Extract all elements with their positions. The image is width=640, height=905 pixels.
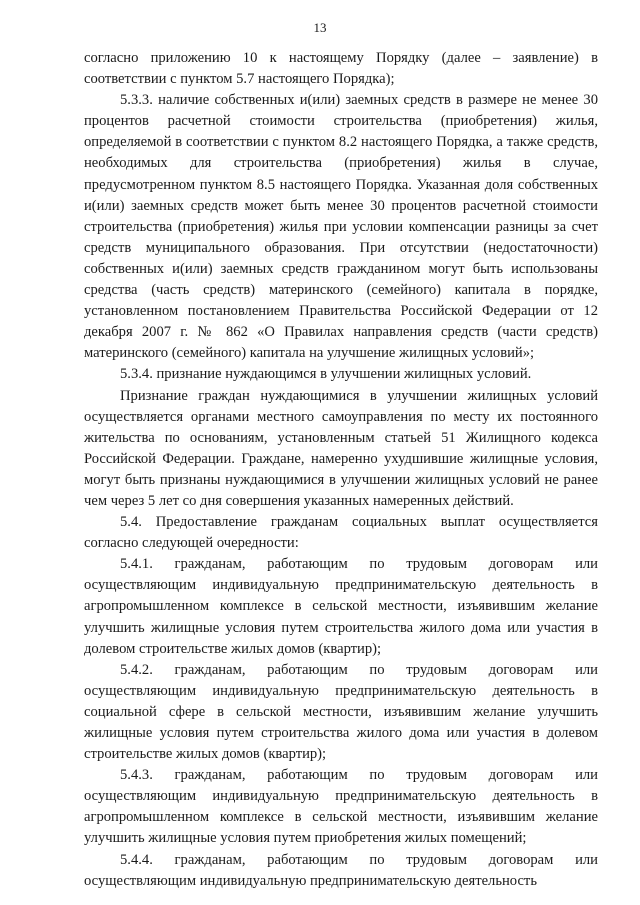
paragraph: 5.4.4. гражданам, работающим по трудовым договорам или осуществляющим индивидуальную предпринимательскую деятельность <box>84 851 598 889</box>
paragraph: согласно приложению 10 к настоящему Порядку (далее – заявление) в соответствии с пунктом 5.7 настоящего Порядка); <box>84 50 598 88</box>
paragraph: 5.3.3. наличие собственных и(или) заемных средств в размере не менее 30 процентов расчетной стоимости строительства (приобретения) жилья, определяемой в соответствии с пунктом 8.2 настоящего Порядка, а также средств, необходимых для строительства (приобретения) жилья в случае, предусмотренном пунктом 8.5 настоящего Порядка. Указанная доля собственных и(или) заемных средств может быть менее 30 процентов расчетной стоимости строительства (приобретения) жилья при условии компенсации разницы за счет средств муниципального образования. При отсутствии (недостаточности) собственных и(или) заемных средств гражданином могут быть использованы средства (часть средств) материнского (семейного) капитала в порядке, установленном постановлением Правительства Российской Федерации от 12 декабря 2007 г. № 862 «О Правилах направления средств (части средств) материнского (семейного) капитала на улучшение жилищных условий»; <box>84 92 598 362</box>
paragraph: 5.4.3. гражданам, работающим по трудовым договорам или осуществляющим индивидуальную предпринимательскую деятельность в агропромышленном комплексе в сельской местности, изъявившим желание улучшить жилищные условия путем приобретения жилых помещений; <box>84 767 598 847</box>
paragraph: 5.4.1. гражданам, работающим по трудовым договорам или осуществляющим индивидуальную предпринимательскую деятельность в агропромышленном комплексе в сельской местности, изъявившим желание улучшить жилищные условия путем строительства жилого дома или участия в долевом строительстве жилых домов (квартир); <box>84 556 598 657</box>
paragraph: 5.4. Предоставление гражданам социальных выплат осуществляется согласно следующей очередности: <box>84 514 598 552</box>
paragraph: 5.4.2. гражданам, работающим по трудовым договорам или осуществляющим индивидуальную предпринимательскую деятельность в социальной сфере в сельской местности, изъявившим желание улучшить жилищные условия путем строительства жилого дома или участия в долевом строительстве жилых домов (квартир); <box>84 661 598 763</box>
paragraph: 5.3.4. признание нуждающимся в улучшении жилищных условий. <box>120 366 532 383</box>
document-body <box>84 48 598 892</box>
paragraph: Признание граждан нуждающимися в улучшении жилищных условий осуществляется органами местного самоуправления по месту их постоянного жительства по основаниям, установленным статьей 51 Жилищного кодекса Российской Федерации. Граждане, намеренно ухудшившие жилищные условия, могут быть признаны нуждающимися в улучшении жилищных условий не ранее чем через 5 лет со дня совершения указанных намеренных действий. <box>84 387 598 509</box>
page-number: 13 <box>313 20 327 35</box>
